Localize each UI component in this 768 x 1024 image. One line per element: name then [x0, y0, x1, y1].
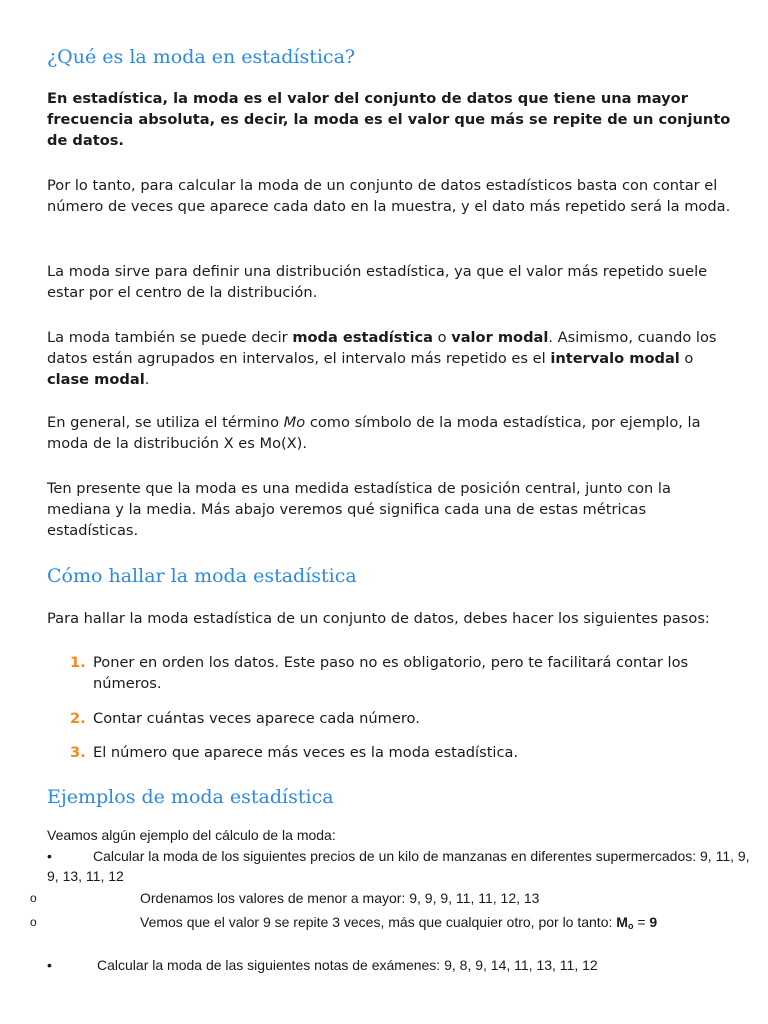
examples-intro: Veamos algún ejemplo del cálculo de la moda: [47, 827, 336, 843]
paragraph-simbolo-mo: En general, se utiliza el término Mo como símbolo de la moda estadística, por ejemplo, la moda de la distribución X es Mo(X). [47, 414, 701, 452]
step-text: El número que aparece más veces es la moda estadística. [93, 744, 519, 761]
step-item [70, 742, 720, 763]
step-number: 3. [70, 744, 86, 761]
heading-que-es-la-moda: ¿Qué es la moda en estadística? [47, 46, 356, 68]
paragraph-posicion-central: Ten presente que la moda es una medida estadística de posición central, junto con la mediana y la media. Más abajo veremos qué significa cada una de estas métricas estadísticas. [47, 480, 671, 539]
heading-como-hallar: Cómo hallar la moda estadística [47, 565, 357, 587]
mode-result-value: 9 [649, 914, 658, 930]
bullet-icon: • [47, 957, 52, 973]
example-2-text: Calcular la moda de las siguientes notas de exámenes: 9, 8, 9, 14, 11, 13, 11, 12 [97, 957, 598, 973]
heading-ejemplos: Ejemplos de moda estadística [47, 786, 334, 808]
paragraph-sinonimos: La moda también se puede decir moda estadística o valor modal. Asimismo, cuando los datos están agrupados en intervalos, el intervalo más repetido es el intervalo modal o clase modal. [47, 329, 717, 388]
step-text: Poner en orden los datos. Este paso no es obligatorio, pero te facilitará contar los números. [93, 654, 689, 692]
step-item [70, 652, 720, 694]
term-moda-estadistica: moda estadística [292, 329, 433, 346]
step-text: Contar cuántas veces aparece cada número. [93, 710, 420, 727]
term-valor-modal: valor modal [451, 329, 549, 346]
paragraph-distribucion: La moda sirve para definir una distribución estadística, ya que el valor más repetido suele estar por el centro de la distribución. [47, 263, 708, 301]
sub-bullet-icon: o [30, 891, 37, 905]
sub-bullet-icon: o [30, 915, 37, 929]
term-clase-modal: clase modal [47, 371, 145, 388]
step-number: 1. [70, 654, 86, 671]
bullet-icon: • [47, 848, 52, 864]
term-intervalo-modal: intervalo modal [550, 350, 680, 367]
step-number: 2. [70, 710, 86, 727]
example-1-step-order: Ordenamos los valores de menor a mayor: 9, 9, 9, 11, 11, 12, 13 [140, 890, 540, 906]
example-1-text: Calcular la moda de los siguientes precios de un kilo de manzanas en diferentes supermercados: 9, 11, 9, 9, 13, 11, 12 [47, 848, 750, 884]
step-item [70, 708, 720, 729]
intro-definition: En estadística, la moda es el valor del conjunto de datos que tiene una mayor frecuencia absoluta, es decir, la moda es el valor que más se repite de un conjunto de datos. [47, 90, 731, 149]
paragraph-pasos-intro: Para hallar la moda estadística de un conjunto de datos, debes hacer los siguientes pasos: [47, 610, 710, 627]
mode-symbol: $M_o$ [616, 914, 634, 931]
example-1-step-result: Vemos que el valor 9 se repite 3 veces, más que cualquier otro, por lo tanto: $M_o = 9$ [140, 914, 658, 931]
term-mo: Mo [283, 414, 306, 431]
paragraph-calculo: Por lo tanto, para calcular la moda de un conjunto de datos estadísticos basta con contar el número de veces que aparece cada dato en la muestra, y el dato más repetido será la moda. [47, 177, 731, 215]
